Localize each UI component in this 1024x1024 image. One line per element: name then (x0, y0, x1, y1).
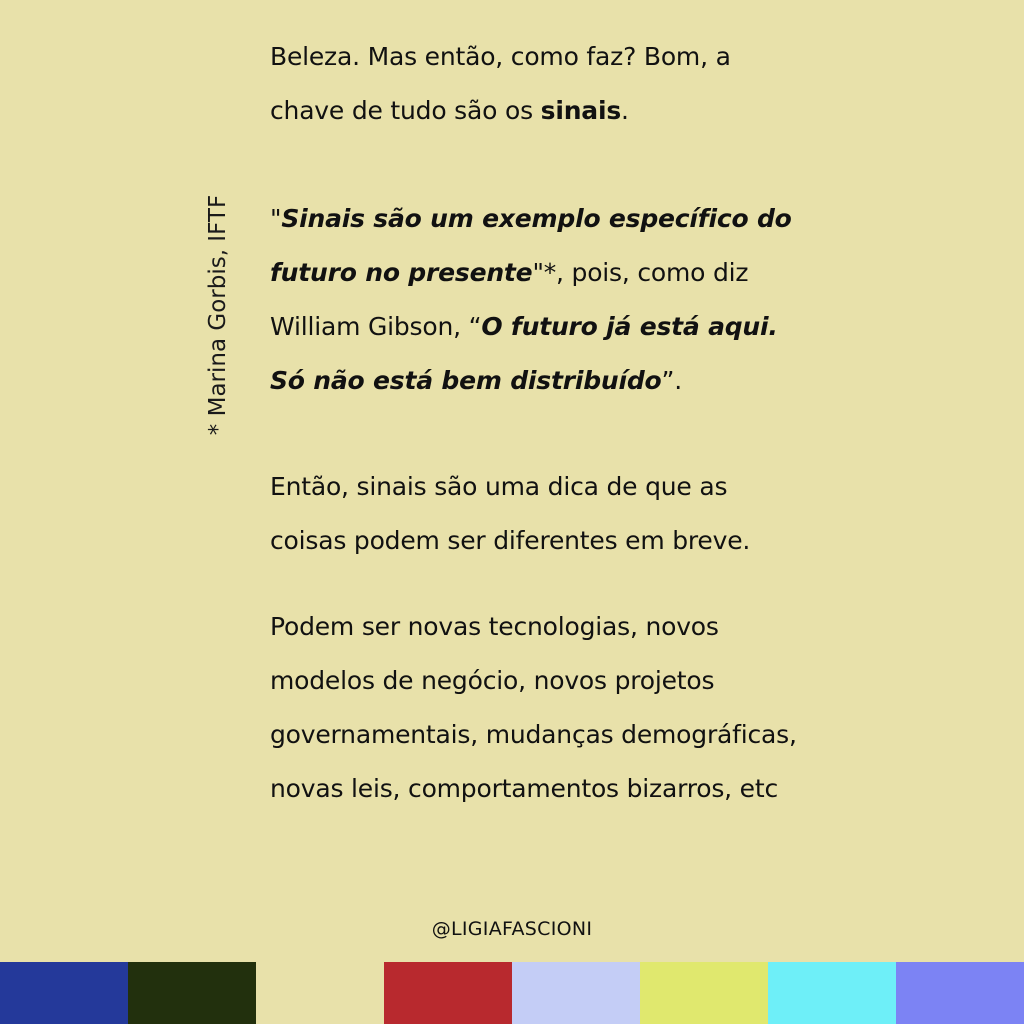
open-quote: " (270, 204, 282, 233)
quote-connector: "*, pois, como diz William Gibson, “ (270, 258, 749, 341)
paragraph-intro (270, 30, 810, 138)
intro-bold-word: sinais (540, 96, 622, 125)
author-handle: @LIGIAFASCIONI (431, 918, 593, 940)
intro-end: . (621, 96, 629, 125)
palette-swatch (768, 962, 896, 1024)
main-text (270, 30, 810, 816)
palette-swatch (0, 962, 128, 1024)
palette-swatch (896, 962, 1024, 1024)
quote-end: ”. (661, 366, 683, 395)
palette-swatch (512, 962, 640, 1024)
palette-swatch (640, 962, 768, 1024)
palette-swatch (384, 962, 512, 1024)
paragraph-signals: Então, sinais são uma dica de que as coisas podem ser diferentes em breve. (270, 472, 751, 555)
paragraph-examples: Podem ser novas tecnologias, novos modelos de negócio, novos projetos governamentais, mudanças demográficas, novas leis, comportamentos bizarros, etc (270, 612, 797, 803)
color-palette-bar (0, 962, 1024, 1024)
quote-definition: Sinais são um exemplo específico do futuro no presente (270, 204, 792, 287)
intro-text: Beleza. Mas então, como faz? Bom, a chave de tudo são os (270, 42, 731, 125)
footnote-attribution: * Marina Gorbis, IFTF (205, 194, 231, 436)
palette-swatch (256, 962, 384, 1024)
palette-swatch (128, 962, 256, 1024)
quote-gibson: O futuro já está aqui. Só não está bem distribuído (270, 312, 778, 395)
paragraph-quote (270, 192, 810, 408)
